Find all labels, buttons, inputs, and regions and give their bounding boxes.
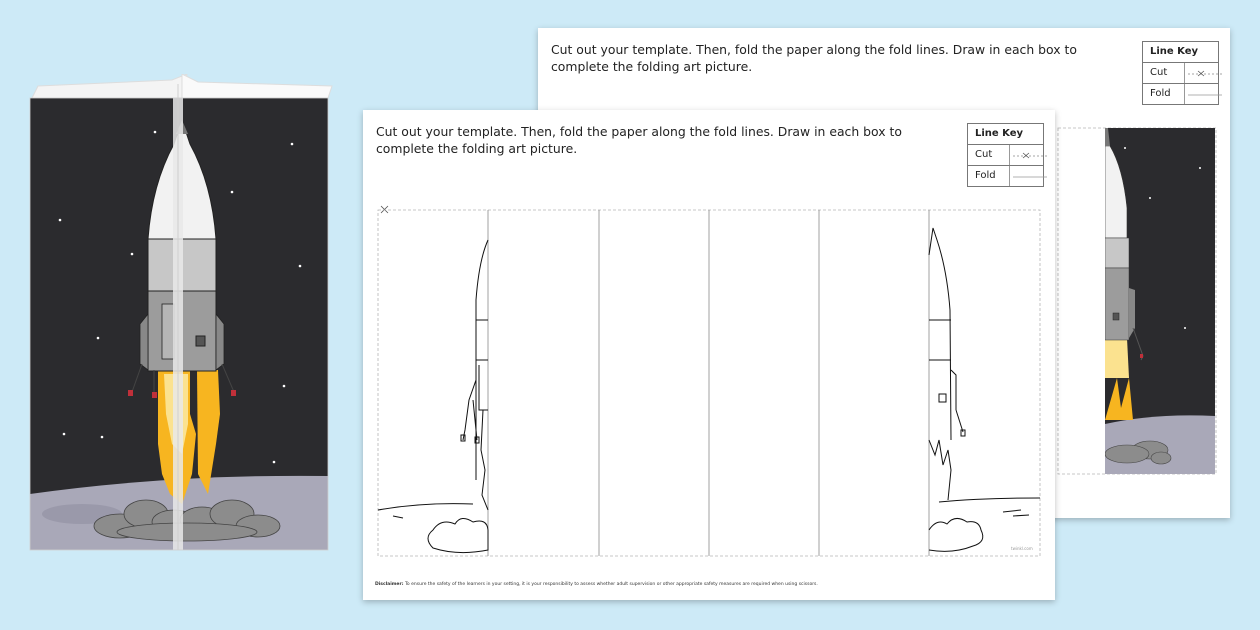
disclaimer (375, 582, 818, 587)
scissors-icon (381, 206, 388, 213)
folded-art-preview (22, 74, 342, 554)
back-sheet-rocket-panel (1105, 128, 1215, 474)
front-template-sheet (363, 110, 1055, 600)
line-key-cut-label: Cut (1143, 63, 1185, 83)
rocket-outline-right (929, 228, 1040, 551)
front-sheet-instructions: Cut out your template. Then, fold the paper along the fold lines. Draw in each box to complete the folding art picture. (376, 124, 902, 156)
disclaimer-text: To ensure the safety of the learners in your setting, it is your responsibility to assess whether adult supervision or other appropriate safety measures are required when using scissors. (404, 582, 818, 587)
line-key-title: Line Key (1143, 42, 1218, 63)
rocket-outline-left (378, 240, 488, 553)
back-sheet-instructions: Cut out your template. Then, fold the paper along the fold lines. Draw in each box to complete the folding art picture. (551, 42, 1077, 74)
line-key-fold-label: Fold (1143, 84, 1185, 104)
line-key-fold-label: Fold (968, 166, 1010, 186)
disclaimer-label: Disclaimer: (375, 582, 404, 587)
line-key-title: Line Key (968, 124, 1043, 145)
folding-template (363, 110, 1055, 600)
line-key-cut-label: Cut (968, 145, 1010, 165)
svg-text:twinkl.com: twinkl.com (1011, 546, 1033, 551)
